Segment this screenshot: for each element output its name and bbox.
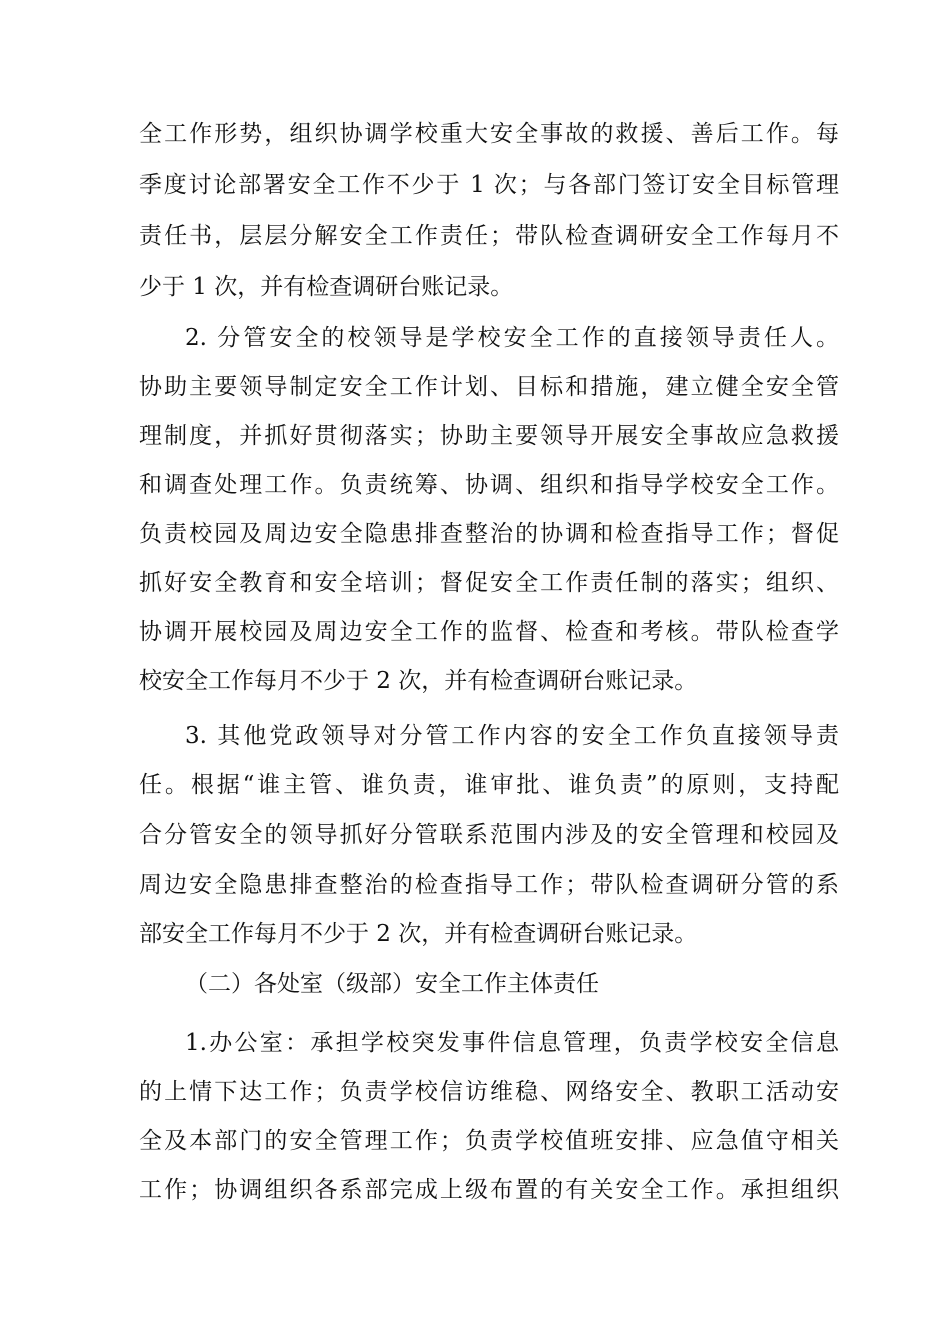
paragraph-3-line-4: 周边安全隐患排查整治的检查指导工作；带队检查调研分管的系 bbox=[139, 872, 839, 898]
paragraph-1-line-3: 责任书，层层分解安全工作责任；带队检查调研安全工作每月不 bbox=[139, 223, 839, 249]
paragraph-2-line-2: 协助主要领导制定安全工作计划、目标和措施，建立健全安全管 bbox=[139, 374, 839, 400]
paragraph-1-line-4: 少于 1 次，并有检查调研台账记录。 bbox=[139, 274, 514, 300]
paragraph-4-line-4: 工作；协调组织各系部完成上级布置的有关安全工作。承担组织 bbox=[139, 1177, 839, 1203]
paragraph-4-line-3: 全及本部门的安全管理工作；负责学校值班安排、应急值守相关 bbox=[139, 1128, 839, 1154]
paragraph-1-line-2: 季度讨论部署安全工作不少于 1 次；与各部门签订安全目标管理 bbox=[139, 172, 839, 198]
paragraph-2-line-3: 理制度，并抓好贯彻落实；协助主要领导开展安全事故应急救援 bbox=[139, 423, 839, 449]
paragraph-2-line-5: 负责校园及周边安全隐患排查整治的协调和检查指导工作；督促 bbox=[139, 521, 839, 547]
paragraph-2-line-1: 2. 分管安全的校领导是学校安全工作的直接领导责任人。 bbox=[185, 325, 839, 351]
paragraph-3-line-3: 合分管安全的领导抓好分管联系范围内涉及的安全管理和校园及 bbox=[139, 822, 839, 848]
paragraph-2-line-4: 和调查处理工作。负责统筹、协调、组织和指导学校安全工作。 bbox=[139, 472, 839, 498]
paragraph-2-line-6: 抓好安全教育和安全培训；督促安全工作责任制的落实；组织、 bbox=[139, 570, 839, 596]
paragraph-1-line-1: 全工作形势，组织协调学校重大安全事故的救援、善后工作。每 bbox=[139, 121, 839, 147]
paragraph-2-line-7: 协调开展校园及周边安全工作的监督、检查和考核。带队检查学 bbox=[139, 619, 839, 645]
paragraph-3-line-1: 3. 其他党政领导对分管工作内容的安全工作负直接领导责 bbox=[185, 723, 839, 749]
paragraph-3-line-2: 任。根据“谁主管、谁负责，谁审批、谁负责”的原则，支持配 bbox=[139, 772, 839, 798]
paragraph-4-line-1: 1.办公室：承担学校突发事件信息管理，负责学校安全信息 bbox=[185, 1030, 839, 1056]
section-heading: （二）各处室（级部）安全工作主体责任 bbox=[185, 971, 599, 997]
paragraph-3-line-5: 部安全工作每月不少于 2 次，并有检查调研台账记录。 bbox=[139, 921, 698, 947]
paragraph-2-line-8: 校安全工作每月不少于 2 次，并有检查调研台账记录。 bbox=[139, 668, 698, 694]
paragraph-4-line-2: 的上情下达工作；负责学校信访维稳、网络安全、教职工活动安 bbox=[139, 1079, 839, 1105]
